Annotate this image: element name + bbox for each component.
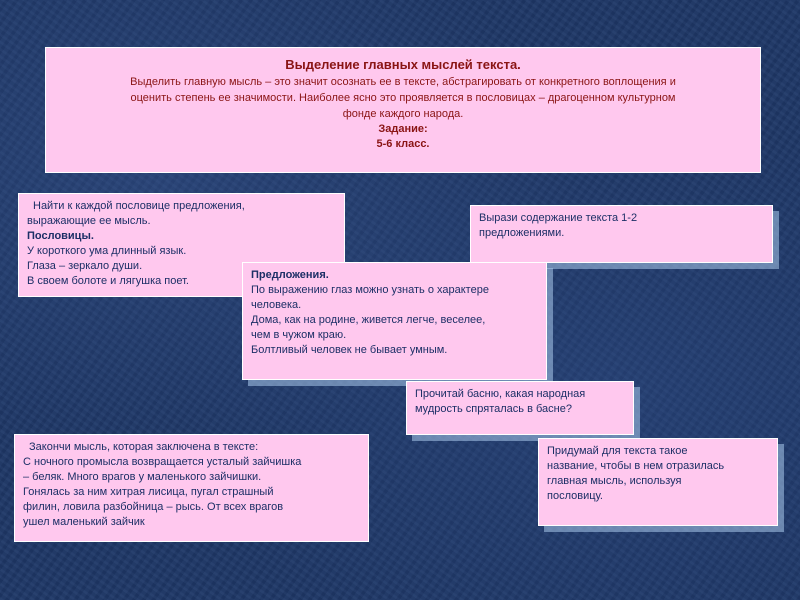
description-line-1: Выделить главную мысль – это значит осознать ее в тексте, абстрагировать от конкретного воплощения и xyxy=(130,76,676,88)
title-card xyxy=(45,47,761,173)
grade-label: 5-6 класс. xyxy=(376,138,430,150)
express-line-2: предложениями. xyxy=(479,227,565,239)
express-line-1: Вырази содержание текста 1-2 xyxy=(479,212,638,224)
find-instruction-line-1: Найти к каждой пословице предложения, xyxy=(33,200,245,212)
sentence-line: Болтливый человек не бывает умным. xyxy=(251,344,448,356)
story-line: ушел маленький зайчик xyxy=(23,516,145,528)
story-line: филин, ловила разбойница – рысь. От всех врагов xyxy=(23,501,284,513)
task-label: Задание: xyxy=(378,123,428,135)
story-line: – беляк. Много врагов у маленького зайчишки. xyxy=(23,471,262,483)
find-instruction-line-2: выражающие ее мысль. xyxy=(27,215,151,227)
name-line-4: пословицу. xyxy=(547,490,603,502)
name-line-1: Придумай для текста такое xyxy=(547,445,688,457)
story-line: Гонялась за ним хитрая лисица, пугал страшный xyxy=(23,486,274,498)
description-line-3: фонде каждого народа. xyxy=(342,108,464,120)
proverbs-label: Пословицы. xyxy=(27,230,94,242)
express-content-card xyxy=(470,205,773,263)
sentences-label: Предложения. xyxy=(251,269,329,281)
finish-thought-card xyxy=(14,434,369,542)
name-line-2: название, чтобы в нем отразилась xyxy=(547,460,725,472)
name-text-card xyxy=(538,438,778,526)
proverb-item: Глаза – зеркало души. xyxy=(27,260,143,272)
finish-intro: Закончи мысль, которая заключена в тексте: xyxy=(29,441,259,453)
story-line: С ночного промысла возвращается усталый зайчишка xyxy=(23,456,302,468)
fable-card xyxy=(406,381,634,435)
sentence-line: чем в чужом краю. xyxy=(251,329,347,341)
sentence-line: Дома, как на родине, живется легче, веселее, xyxy=(251,314,486,326)
description-line-2: оценить степень ее значимости. Наиболее ясно это проявляется в пословицах – драгоценном культурном xyxy=(130,92,676,104)
sentences-card xyxy=(242,262,547,380)
fable-line-1: Прочитай басню, какая народная xyxy=(415,388,586,400)
slide-heading: Выделение главных мыслей текста. xyxy=(285,57,521,72)
proverb-item: У короткого ума длинный язык. xyxy=(27,245,187,257)
sentence-line: человека. xyxy=(251,299,302,311)
name-line-3: главная мысль, используя xyxy=(547,475,682,487)
proverb-item: В своем болоте и лягушка поет. xyxy=(27,275,189,287)
sentence-line: По выражению глаз можно узнать о характере xyxy=(251,284,489,296)
fable-line-2: мудрость спряталась в басне? xyxy=(415,403,572,415)
